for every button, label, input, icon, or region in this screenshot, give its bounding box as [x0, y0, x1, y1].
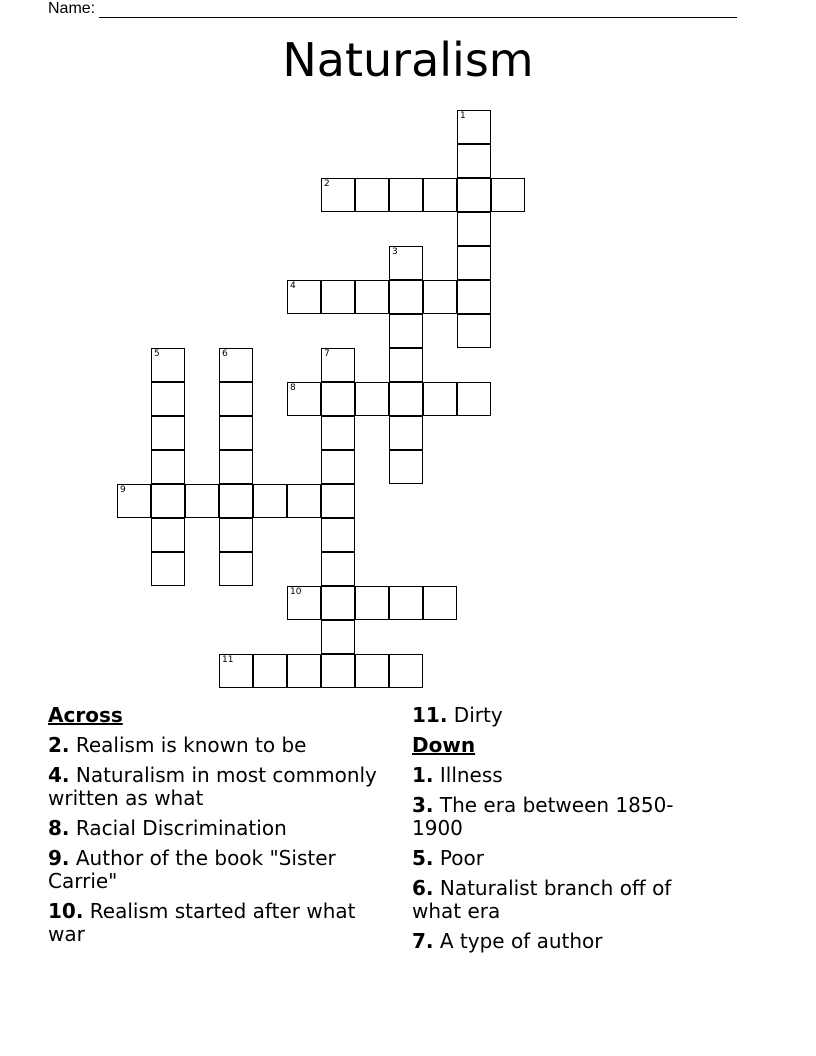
grid-cell[interactable]	[389, 586, 423, 620]
grid-cell[interactable]	[287, 586, 321, 620]
grid-cell[interactable]	[151, 518, 185, 552]
clue-text: The era between 1850-1900	[412, 793, 674, 840]
clue-number: 6	[222, 349, 228, 359]
grid-cell[interactable]	[389, 280, 423, 314]
grid-cell[interactable]	[219, 416, 253, 450]
grid-cell[interactable]	[389, 348, 423, 382]
grid-cell[interactable]	[117, 484, 151, 518]
clue-item	[412, 847, 712, 870]
clue-text: Author of the book "Sister Carrie"	[48, 846, 336, 893]
clue-number: 2	[324, 179, 330, 189]
clue-item	[48, 847, 393, 893]
grid-cell[interactable]	[491, 178, 525, 212]
grid-cell[interactable]	[253, 654, 287, 688]
clues-column-left	[48, 704, 393, 953]
grid-cell[interactable]	[423, 178, 457, 212]
clue-number: 7	[324, 349, 330, 359]
clue-text: Realism started after what war	[48, 899, 356, 946]
clue-num: 11.	[412, 703, 448, 727]
clue-text: Naturalist branch off of what era	[412, 876, 672, 923]
grid-cell[interactable]	[321, 178, 355, 212]
clue-number: 5	[154, 349, 160, 359]
grid-cell[interactable]	[389, 246, 423, 280]
clue-item	[48, 734, 393, 757]
grid-cell[interactable]	[355, 178, 389, 212]
grid-cell[interactable]	[321, 552, 355, 586]
clue-item	[48, 764, 393, 810]
grid-cell[interactable]	[151, 382, 185, 416]
clue-num: 4.	[48, 763, 70, 787]
grid-cell[interactable]	[219, 382, 253, 416]
grid-cell[interactable]	[355, 654, 389, 688]
clue-text: Illness	[433, 763, 503, 787]
clue-text: Realism is known to be	[69, 733, 307, 757]
clue-num: 3.	[412, 793, 434, 817]
grid-cell[interactable]	[321, 518, 355, 552]
grid-cell[interactable]	[151, 348, 185, 382]
grid-cell[interactable]	[457, 382, 491, 416]
grid-cell[interactable]	[321, 450, 355, 484]
clue-number: 3	[392, 247, 398, 257]
grid-cell[interactable]	[321, 416, 355, 450]
grid-cell[interactable]	[151, 484, 185, 518]
clue-num: 5.	[412, 846, 434, 870]
grid-cell[interactable]	[423, 280, 457, 314]
grid-cell[interactable]	[321, 484, 355, 518]
grid-cell[interactable]	[219, 450, 253, 484]
page-title: Naturalism	[282, 33, 534, 87]
clue-item	[48, 817, 393, 840]
grid-cell[interactable]	[457, 280, 491, 314]
clue-text: Dirty	[447, 703, 503, 727]
clue-num: 7.	[412, 929, 434, 953]
grid-cell[interactable]	[287, 280, 321, 314]
clue-text: Racial Discrimination	[69, 816, 287, 840]
clue-num: 2.	[48, 733, 70, 757]
grid-cell[interactable]	[389, 654, 423, 688]
clue-number: 10	[290, 587, 302, 597]
grid-cell[interactable]	[355, 586, 389, 620]
grid-cell[interactable]	[151, 416, 185, 450]
grid-cell[interactable]	[219, 348, 253, 382]
clue-num: 8.	[48, 816, 70, 840]
clues-column-right	[412, 704, 712, 960]
grid-cell[interactable]	[151, 552, 185, 586]
clue-num: 9.	[48, 846, 70, 870]
grid-cell[interactable]	[151, 450, 185, 484]
grid-cell[interactable]	[457, 178, 491, 212]
grid-cell[interactable]	[355, 280, 389, 314]
grid-cell[interactable]	[321, 586, 355, 620]
grid-cell[interactable]	[389, 416, 423, 450]
grid-cell[interactable]	[457, 110, 491, 144]
clue-number: 1	[460, 111, 466, 121]
grid-cell[interactable]	[219, 654, 253, 688]
grid-cell[interactable]	[321, 280, 355, 314]
grid-cell[interactable]	[389, 314, 423, 348]
grid-cell[interactable]	[287, 484, 321, 518]
grid-cell[interactable]	[423, 586, 457, 620]
grid-cell[interactable]	[219, 484, 253, 518]
clue-item	[412, 704, 712, 727]
grid-cell[interactable]	[389, 382, 423, 416]
clue-text: A type of author	[433, 929, 603, 953]
clue-item	[412, 794, 712, 840]
clue-num: 10.	[48, 899, 84, 923]
clue-item	[412, 930, 712, 953]
grid-cell[interactable]	[287, 382, 321, 416]
grid-cell[interactable]	[219, 518, 253, 552]
across-heading: Across	[48, 703, 123, 727]
clue-number: 8	[290, 383, 296, 393]
grid-cell[interactable]	[219, 552, 253, 586]
grid-cell[interactable]	[457, 212, 491, 246]
grid-cell[interactable]	[423, 382, 457, 416]
clue-text: Poor	[433, 846, 484, 870]
grid-cell[interactable]	[389, 450, 423, 484]
clue-number: 4	[290, 281, 296, 291]
down-heading: Down	[412, 733, 476, 757]
name-label: Name:	[48, 0, 96, 17]
clue-num: 1.	[412, 763, 434, 787]
grid-cell[interactable]	[457, 314, 491, 348]
clue-item	[412, 764, 712, 787]
clue-item	[48, 900, 393, 946]
grid-cell[interactable]	[321, 348, 355, 382]
clue-text: Naturalism in most commonly written as what	[48, 763, 377, 810]
grid-cell[interactable]	[321, 654, 355, 688]
clue-num: 6.	[412, 876, 434, 900]
grid-cell[interactable]	[321, 620, 355, 654]
grid-cell[interactable]	[457, 246, 491, 280]
clue-number: 11	[222, 655, 234, 665]
grid-cell[interactable]	[253, 484, 287, 518]
grid-cell[interactable]	[355, 382, 389, 416]
clue-item	[412, 877, 712, 923]
grid-cell[interactable]	[287, 654, 321, 688]
grid-cell[interactable]	[457, 144, 491, 178]
grid-cell[interactable]	[185, 484, 219, 518]
grid-cell[interactable]	[321, 382, 355, 416]
clue-number: 9	[120, 485, 126, 495]
grid-cell[interactable]	[389, 178, 423, 212]
